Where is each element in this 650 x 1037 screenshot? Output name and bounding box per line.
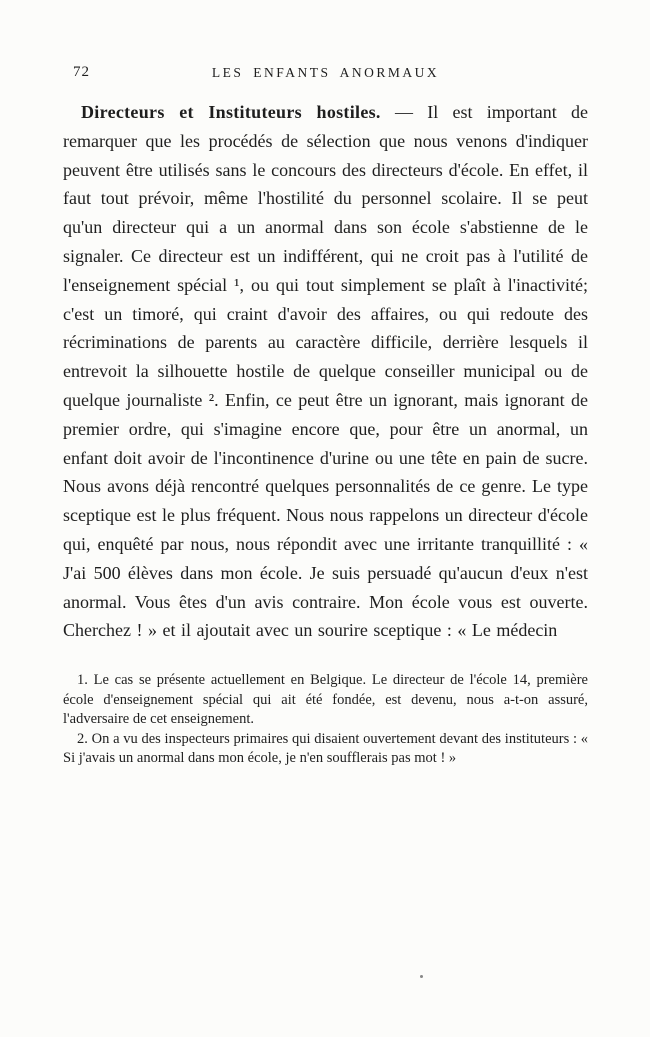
footnote-1: 1. Le cas se présente actuellement en Belgique. Le directeur de l'école 14, première école d'enseignement spécial qui ait été fondée, est devenu, nous a-t-on assuré, l'adversaire de cet enseignement. [63,672,588,728]
page-header [63,64,588,86]
paragraph-text: Il est important de remarquer que les procédés de sélection que nous venons d'indiquer peuvent être utilisés sans le concours des directeurs d'école. En effet, il faut tout prévoir, même l'hostilité du personnel scolaire. Il se peut qu'un directeur qui a un anormal dans son école s'abstienne de le signaler. Ce directeur est un indifférent, qui ne croit pas à l'utilité de l'enseignement spécial ¹, ou qui tout simplement se plaît à l'inactivité; c'est un timoré, qui craint d'avoir des affaires, ou qui redoute des récriminations de parents au caractère difficile, derrière lesquels il entrevoit la silhouette hostile de quelque conseiller municipal ou de quelque journaliste ². Enfin, ce peut être un ignorant, mais ignorant de premier ordre, qui s'imagine encore que, pour être un anormal, un enfant doit avoir de l'incontinence d'urine ou une tête en pain de sucre. Nous avons déjà rencontré quelques personnalités de ce genre. Le type sceptique est le plus fréquent. Nous nous rappelons un directeur d'école qui, enquêté par nous, nous répondit avec une irritante tranquillité : « J'ai 500 élèves dans mon école. Je suis persuadé qu'aucun d'eux n'est anormal. Vous êtes d'un avis contraire. Mon école vous est ouverte. Cherchez ! » et il ajoutait avec un sourire sceptique : « Le médecin [63,102,589,641]
page-number: 72 [73,64,90,80]
paragraph-lead: Directeurs et Instituteurs hostiles. [81,102,381,122]
scan-artifact-dot [420,975,423,978]
footnote-2: 2. On a vu des inspecteurs primaires qui disaient ouvertement devant des instituteurs : « Si j'avais un anormal dans mon école, je n'en soufflerais pas mot ! » [63,730,588,767]
footnotes [63,671,588,769]
body-paragraph [63,98,588,645]
running-title: LES ENFANTS ANORMAUX [211,65,440,80]
paragraph-separator: — [380,102,428,122]
